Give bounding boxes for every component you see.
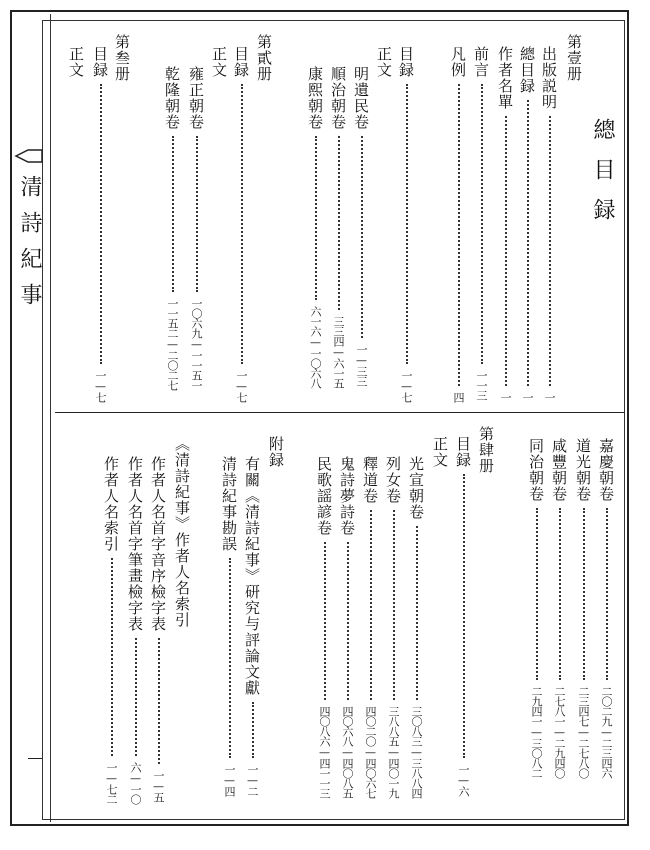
dot-leader <box>416 526 418 700</box>
toc-page-range: 一—六 <box>457 764 470 796</box>
toc-entry-label: 乾隆朝卷 <box>163 66 181 130</box>
toc-entry-label: 嘉慶朝卷 <box>597 438 615 502</box>
toc-page-range: 一—七 <box>94 370 107 402</box>
toc-entry-label: 鬼詩夢詩卷 <box>338 456 356 536</box>
dot-leader <box>527 100 529 386</box>
toc-page-range: 一—四 <box>223 764 236 796</box>
dot-leader <box>196 136 198 292</box>
toc-page-range: 四 <box>452 392 465 402</box>
toc-page-range: 三三四—六一五 <box>332 316 345 388</box>
book-title: 清詩紀事 <box>17 175 42 319</box>
toc-entry-label: 第壹册 <box>565 34 583 82</box>
toc-entry-label: 第肆册 <box>477 426 495 474</box>
dot-leader <box>135 638 137 756</box>
toc-entry-label: 雍正朝卷 <box>187 66 205 130</box>
dot-leader <box>505 116 507 386</box>
toc-page-range: 二〇二九—二三四六 <box>600 686 613 778</box>
dot-leader <box>583 508 585 680</box>
toc-entry-label: 康熙朝卷 <box>306 66 324 130</box>
dot-leader <box>606 508 608 680</box>
toc-page-range: 四〇八六—四一一三 <box>318 706 331 798</box>
toc-page-range: 四〇六八—四〇八五 <box>341 706 354 798</box>
toc-entry-label: 附録 <box>267 436 285 468</box>
toc-page-range: 一〇六九—一一五一 <box>190 298 203 390</box>
toc-entry-label: 道光朝卷 <box>574 438 592 502</box>
toc-entry-label: 正文 <box>431 436 449 468</box>
fishtail-mark-icon <box>14 148 44 164</box>
dot-leader <box>370 510 372 700</box>
dot-leader <box>536 508 538 680</box>
dot-leader <box>229 558 231 758</box>
toc-page-range: 一 <box>521 392 534 402</box>
toc-entry-label: 民歌謡諺卷 <box>315 456 333 536</box>
toc-entry-label: 《清詩紀事》作者人名索引 <box>173 436 191 628</box>
toc-page-range: 三八八五—四〇一九 <box>387 706 400 798</box>
dot-leader <box>463 474 465 758</box>
toc-page-range: 一 <box>543 392 556 402</box>
dot-leader <box>458 84 460 386</box>
dot-leader <box>406 84 408 364</box>
toc-page-range: 一—七二 <box>105 762 118 804</box>
toc-entry-label: 光宣朝卷 <box>407 456 425 520</box>
toc-page-range: 一—七 <box>235 370 248 402</box>
dot-leader <box>324 542 326 700</box>
toc-entry-label: 目録 <box>397 46 415 78</box>
dot-leader <box>315 136 317 300</box>
toc-entry-label: 有關《清詩紀事》研究与評論文獻 <box>243 456 261 696</box>
dot-leader <box>100 84 102 364</box>
toc-entry-label: 順治朝卷 <box>329 66 347 130</box>
toc-page-range: 一一三 <box>475 370 488 400</box>
toc-entry-label: 作者人名索引 <box>102 456 120 552</box>
toc-entry-label: 第叁册 <box>113 34 131 82</box>
toc-page-range: 一 <box>499 392 512 402</box>
toc-page-range: 二三四七—二七八〇 <box>577 686 590 778</box>
toc-entry-label: 明遺民卷 <box>352 66 370 130</box>
toc-entry-label: 第貳册 <box>255 34 273 82</box>
dot-leader <box>158 638 160 764</box>
toc-entry-label: 目録 <box>232 46 250 78</box>
toc-entry-label: 清詩紀事勘誤 <box>220 456 238 552</box>
toc-entry-label: 同治朝卷 <box>527 438 545 502</box>
dot-leader <box>241 84 243 364</box>
toc-entry-label: 作者人名首字筆畫檢字表 <box>126 456 144 632</box>
toc-entry-label: 釋道卷 <box>361 456 379 504</box>
toc-page-range: 六一六—一〇六八 <box>309 306 322 388</box>
dot-leader <box>347 542 349 700</box>
dot-leader <box>393 510 395 700</box>
toc-page-range: 六—一〇 <box>129 762 142 804</box>
toc-page-range: 一—二 <box>246 764 259 796</box>
toc-page-range: 一—七 <box>400 370 413 402</box>
toc-entry-label: 目録 <box>91 46 109 78</box>
dot-leader <box>361 136 363 338</box>
toc-entry-label: 正文 <box>375 46 393 78</box>
toc-entry-label: 正文 <box>210 46 228 78</box>
dot-leader <box>172 136 174 292</box>
spine-rule <box>50 14 51 822</box>
toc-page-range: 四〇二〇—四〇六七 <box>364 706 377 798</box>
dot-leader <box>549 116 551 386</box>
toc-title: 總目録 <box>590 118 615 238</box>
section-divider <box>55 412 625 413</box>
toc-page-range: 二七八一—二九四〇 <box>553 686 566 778</box>
toc-entry-label: 作者名單 <box>496 46 514 110</box>
toc-entry-label: 咸豐朝卷 <box>550 438 568 502</box>
toc-entry-label: 正文 <box>67 46 85 78</box>
dot-leader <box>338 136 340 310</box>
dot-leader <box>252 702 254 758</box>
toc-page-range: 一—三三 <box>355 344 368 386</box>
toc-entry-label: 出版説明 <box>540 46 558 110</box>
toc-entry-label: 作者人名首字音序檢字表 <box>149 456 167 632</box>
toc-entry-label: 目録 <box>454 436 472 468</box>
toc-page-range: 一一五二—二〇二七 <box>166 298 179 390</box>
dot-leader <box>559 508 561 680</box>
dot-leader <box>111 558 113 756</box>
toc-entry-label: 總目録 <box>518 46 536 94</box>
toc-entry-label: 凡例 <box>449 46 467 78</box>
dot-leader <box>481 84 483 364</box>
toc-page-range: 三〇八三—三八八四 <box>410 706 423 798</box>
toc-entry-label: 前言 <box>472 46 490 78</box>
toc-page-range: 一—五 <box>152 770 165 802</box>
folio-mark <box>28 758 42 759</box>
toc-page-range: 二九四一—三〇八二 <box>530 686 543 778</box>
toc-entry-label: 列女卷 <box>384 456 402 504</box>
